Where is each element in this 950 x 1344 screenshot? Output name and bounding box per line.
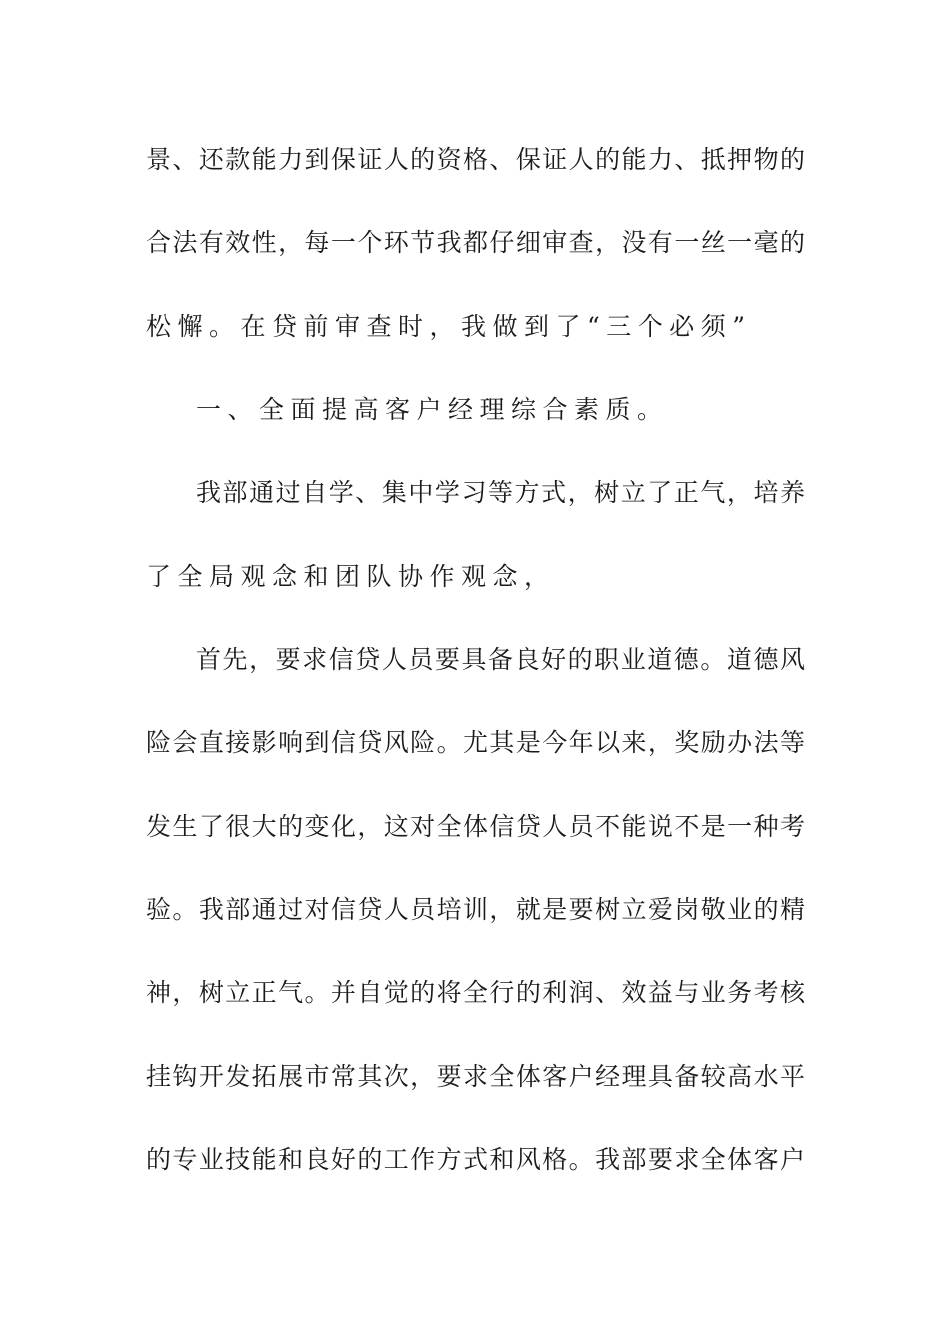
section-heading: 一、全面提高客户经理综合素质。 <box>196 395 669 424</box>
text-line: 验。我部通过对信贷人员培训，就是要树立爱岗敬业的精 <box>146 895 806 924</box>
text-line: 松懈。在贷前审查时，我做到了“三个必须” <box>146 312 752 341</box>
text-line: 我部通过自学、集中学习等方式，树立了正气，培养 <box>196 478 806 507</box>
text-line: 神，树立正气。并自觉的将全行的利润、效益与业务考核 <box>146 978 806 1007</box>
text-line: 发生了很大的变化，这对全体信贷人员不能说不是一种考 <box>146 812 806 841</box>
text-line: 了全局观念和团队协作观念， <box>146 562 556 591</box>
text-line: 首先，要求信贷人员要具备良好的职业道德。道德风 <box>196 645 806 674</box>
text-line: 险会直接影响到信贷风险。尤其是今年以来，奖励办法等 <box>146 728 806 757</box>
text-line: 挂钩开发拓展市常其次，要求全体客户经理具备较高水平 <box>146 1062 806 1091</box>
text-line: 合法有效性，每一个环节我都仔细审查，没有一丝一毫的 <box>146 228 806 257</box>
text-line: 的专业技能和良好的工作方式和风格。我部要求全体客户 <box>146 1145 806 1174</box>
text-line: 景、还款能力到保证人的资格、保证人的能力、抵押物的 <box>146 145 806 174</box>
